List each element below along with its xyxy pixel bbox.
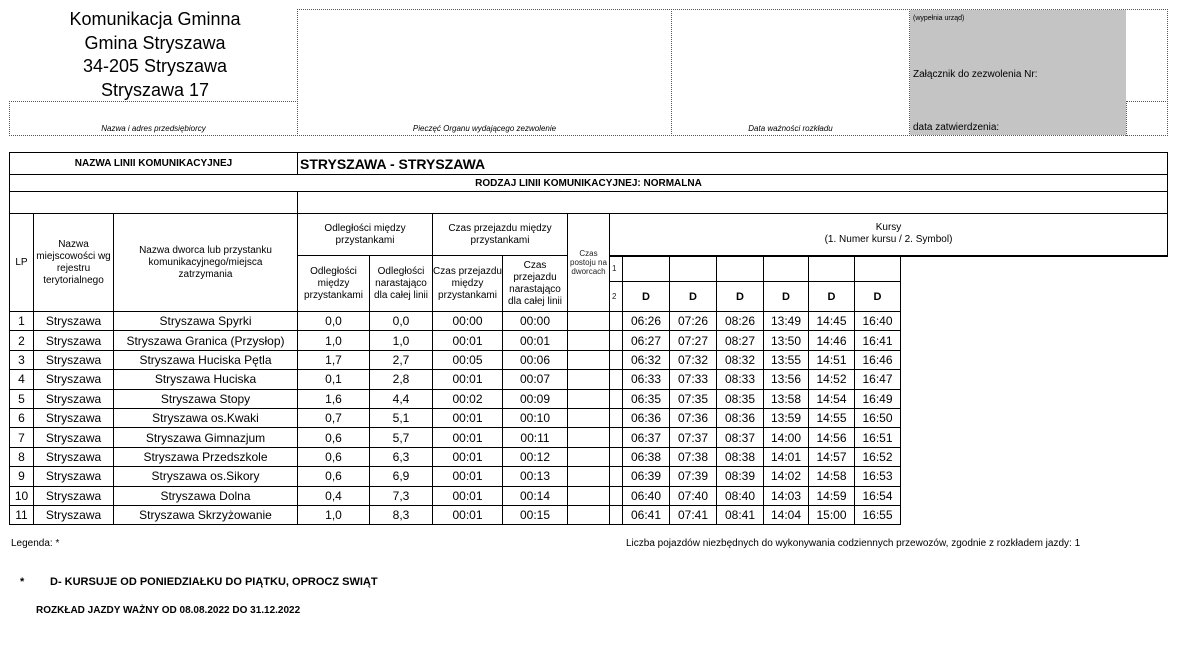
locality-cell: Stryszawa	[34, 486, 114, 505]
departure-time-cell: 08:32	[717, 350, 764, 369]
departure-time-cell: 06:39	[623, 467, 670, 486]
col-courses	[610, 214, 1168, 256]
col-distances: Odległości między przystankami	[298, 214, 433, 256]
lp-cell: 3	[10, 350, 34, 369]
departure-time-cell: 16:50	[855, 408, 901, 427]
stop-name-cell: Stryszawa Przedszkole	[114, 447, 298, 466]
blank-row-left	[10, 192, 298, 214]
travel-time-cell: 00:01	[433, 370, 503, 389]
company-line-3: 34-205 Stryszawa	[82, 56, 228, 76]
cumulative-time-cell: 00:11	[503, 428, 568, 447]
lp-cell: 2	[10, 331, 34, 350]
departure-time-cell: 16:52	[855, 447, 901, 466]
company-label: Nazwa i adres przedsiębiorcy	[101, 124, 206, 133]
departure-time-cell: 13:56	[764, 370, 809, 389]
stop-name-cell: Stryszawa Stopy	[114, 389, 298, 408]
departure-time-cell: 13:59	[764, 408, 809, 427]
stop-name-cell: Stryszawa Gimnazjum	[114, 428, 298, 447]
cumulative-distance-cell: 5,1	[370, 408, 433, 427]
table-row	[10, 370, 1168, 389]
table-row	[10, 447, 1168, 466]
course-symbol: D	[623, 282, 670, 312]
departure-time-cell: 07:33	[670, 370, 717, 389]
departure-time-cell: 14:59	[809, 486, 855, 505]
locality-cell: Stryszawa	[34, 408, 114, 427]
row-marker-cell	[610, 408, 623, 427]
travel-time-cell: 00:02	[433, 389, 503, 408]
departure-time-cell: 06:40	[623, 486, 670, 505]
col-dist-cumulative: Odległości narastająco dla całej linii	[370, 256, 433, 312]
departure-time-cell: 08:36	[717, 408, 764, 427]
departure-time-cell: 08:38	[717, 447, 764, 466]
departure-time-cell: 16:49	[855, 389, 901, 408]
cumulative-time-cell: 00:00	[503, 312, 568, 331]
locality-cell: Stryszawa	[34, 331, 114, 350]
table-row	[10, 312, 1168, 331]
lp-cell: 1	[10, 312, 34, 331]
company-line-4: Stryszawa 17	[100, 79, 210, 100]
departure-time-cell: 14:57	[809, 447, 855, 466]
departure-time-cell: 14:54	[809, 389, 855, 408]
stop-time-cell	[568, 408, 610, 427]
row-spacer	[901, 408, 1168, 427]
lp-cell: 9	[10, 467, 34, 486]
vehicles-count: Liczba pojazdów niezbędnych do wykonywania codziennych przewozów, zgodnie z rozkładem jazdy: 1	[626, 538, 1081, 549]
course-symbol: D	[764, 282, 809, 312]
lp-cell: 7	[10, 428, 34, 447]
stop-time-cell	[568, 447, 610, 466]
row-marker-cell	[610, 312, 623, 331]
cumulative-time-cell: 00:14	[503, 486, 568, 505]
table-row	[10, 467, 1168, 486]
departure-time-cell: 16:55	[855, 505, 901, 524]
table-row	[10, 331, 1168, 350]
row-spacer	[901, 389, 1168, 408]
lp-cell: 6	[10, 408, 34, 427]
departure-time-cell: 16:51	[855, 428, 901, 447]
row-marker-cell	[610, 467, 623, 486]
departure-time-cell: 06:36	[623, 408, 670, 427]
travel-time-cell: 00:01	[433, 505, 503, 524]
cumulative-distance-cell: 5,7	[370, 428, 433, 447]
course-number-row-label: 1	[610, 256, 623, 282]
cumulative-time-cell: 00:13	[503, 467, 568, 486]
course-number-cell	[764, 256, 809, 282]
travel-time-cell: 00:01	[433, 408, 503, 427]
departure-time-cell: 07:39	[670, 467, 717, 486]
distance-cell: 0,0	[298, 312, 370, 331]
departure-time-cell: 06:26	[623, 312, 670, 331]
stop-time-cell	[568, 331, 610, 350]
course-symbol: D	[855, 282, 901, 312]
course-number-cell	[855, 256, 901, 282]
stop-name-cell: Stryszawa Huciska	[114, 370, 298, 389]
stop-name-cell: Stryszawa Granica (Przysłop)	[114, 331, 298, 350]
stop-time-cell	[568, 389, 610, 408]
course-symbol-row-label: 2	[610, 282, 623, 312]
row-spacer	[901, 505, 1168, 524]
departure-time-cell: 13:50	[764, 331, 809, 350]
departure-time-cell: 13:58	[764, 389, 809, 408]
col-dist-between: Odległości między przystankami	[298, 256, 370, 312]
departure-time-cell: 06:35	[623, 389, 670, 408]
travel-time-cell: 00:01	[433, 486, 503, 505]
locality-cell: Stryszawa	[34, 370, 114, 389]
cumulative-time-cell: 00:12	[503, 447, 568, 466]
course-spacer	[901, 282, 1168, 312]
stamp-frame	[297, 9, 672, 136]
table-row	[10, 350, 1168, 369]
departure-time-cell: 07:37	[670, 428, 717, 447]
departure-time-cell: 07:38	[670, 447, 717, 466]
stop-time-cell	[568, 505, 610, 524]
stop-name-cell: Stryszawa Huciska Pętla	[114, 350, 298, 369]
timetable-body	[10, 312, 1168, 525]
cumulative-distance-cell: 7,3	[370, 486, 433, 505]
row-spacer	[901, 486, 1168, 505]
note-text: D- KURSUJE OD PONIEDZIAŁKU DO PIĄTKU, OPROCZ SWIĄT	[50, 576, 378, 588]
table-row	[10, 486, 1168, 505]
distance-cell: 0,6	[298, 447, 370, 466]
departure-time-cell: 16:41	[855, 331, 901, 350]
departure-time-cell: 07:27	[670, 331, 717, 350]
col-stop: Nazwa dworca lub przystanku komunikacyjnego/miejsca zatrzymania	[114, 214, 298, 312]
lp-cell: 8	[10, 447, 34, 466]
departure-time-cell: 16:46	[855, 350, 901, 369]
distance-cell: 0,6	[298, 467, 370, 486]
col-time-cumulative: Czas przejazdu narastająco dla całej linii	[503, 256, 568, 312]
departure-time-cell: 08:33	[717, 370, 764, 389]
stop-name-cell: Stryszawa os.Sikory	[114, 467, 298, 486]
stop-time-cell	[568, 467, 610, 486]
col-times: Czas przejazdu między przystankami	[433, 214, 568, 256]
distance-cell: 0,4	[298, 486, 370, 505]
office-note: (wypełnia urząd)	[913, 15, 965, 22]
col-locality: Nazwa miejscowości wg rejestru terytorialnego	[34, 214, 114, 312]
row-marker-cell	[610, 350, 623, 369]
cumulative-time-cell: 00:06	[503, 350, 568, 369]
table-row	[10, 505, 1168, 524]
row-marker-cell	[610, 331, 623, 350]
company-line-2: Gmina Stryszawa	[84, 32, 226, 53]
travel-time-cell: 00:01	[433, 331, 503, 350]
departure-time-cell: 08:27	[717, 331, 764, 350]
office-small-box	[1126, 101, 1168, 136]
col-lp: LP	[10, 214, 34, 312]
course-number-cell	[670, 256, 717, 282]
annex-label: Załącznik do zezwolenia Nr:	[913, 69, 1038, 80]
departure-time-cell: 15:00	[809, 505, 855, 524]
departure-time-cell: 14:46	[809, 331, 855, 350]
lp-cell: 5	[10, 389, 34, 408]
travel-time-cell: 00:01	[433, 467, 503, 486]
col-stop-time: Czas postoju na dworcach	[568, 214, 610, 312]
departure-time-cell: 16:54	[855, 486, 901, 505]
course-number-cell	[623, 256, 670, 282]
row-marker-cell	[610, 389, 623, 408]
validity-period: ROZKŁAD JAZDY WAŻNY OD 08.08.2022 DO 31.12.2022	[36, 605, 301, 616]
row-spacer	[901, 447, 1168, 466]
departure-time-cell: 07:36	[670, 408, 717, 427]
stop-time-cell	[568, 370, 610, 389]
cumulative-time-cell: 00:09	[503, 389, 568, 408]
cumulative-distance-cell: 1,0	[370, 331, 433, 350]
departure-time-cell: 07:40	[670, 486, 717, 505]
departure-time-cell: 06:37	[623, 428, 670, 447]
departure-time-cell: 14:51	[809, 350, 855, 369]
departure-time-cell: 14:04	[764, 505, 809, 524]
course-spacer	[901, 256, 1168, 282]
departure-time-cell: 07:26	[670, 312, 717, 331]
row-marker-cell	[610, 505, 623, 524]
locality-cell: Stryszawa	[34, 505, 114, 524]
travel-time-cell: 00:01	[433, 447, 503, 466]
stop-name-cell: Stryszawa Spyrki	[114, 312, 298, 331]
distance-cell: 0,7	[298, 408, 370, 427]
locality-cell: Stryszawa	[34, 467, 114, 486]
note-star: *	[20, 576, 25, 588]
departure-time-cell: 14:00	[764, 428, 809, 447]
departure-time-cell: 08:41	[717, 505, 764, 524]
locality-cell: Stryszawa	[34, 350, 114, 369]
cumulative-distance-cell: 6,3	[370, 447, 433, 466]
departure-time-cell: 08:39	[717, 467, 764, 486]
stop-time-cell	[568, 428, 610, 447]
cumulative-time-cell: 00:01	[503, 331, 568, 350]
departure-time-cell: 08:26	[717, 312, 764, 331]
departure-time-cell: 06:32	[623, 350, 670, 369]
distance-cell: 1,6	[298, 389, 370, 408]
cumulative-time-cell: 00:10	[503, 408, 568, 427]
row-spacer	[901, 350, 1168, 369]
blank-row-right	[298, 192, 1168, 214]
stop-time-cell	[568, 350, 610, 369]
legend: Legenda: *	[11, 538, 60, 549]
lp-cell: 11	[10, 505, 34, 524]
row-spacer	[901, 467, 1168, 486]
distance-cell: 1,0	[298, 331, 370, 350]
departure-time-cell: 14:45	[809, 312, 855, 331]
stamp-label: Pieczęć Organu wydającego zezwolenie	[412, 124, 557, 133]
departure-time-cell: 07:41	[670, 505, 717, 524]
departure-time-cell: 13:55	[764, 350, 809, 369]
departure-time-cell: 16:47	[855, 370, 901, 389]
cumulative-distance-cell: 4,4	[370, 389, 433, 408]
validity-label: Data ważności rozkładu	[748, 124, 833, 133]
departure-time-cell: 06:41	[623, 505, 670, 524]
course-symbol: D	[670, 282, 717, 312]
departure-time-cell: 08:35	[717, 389, 764, 408]
departure-time-cell: 16:40	[855, 312, 901, 331]
line-name-label: NAZWA LINII KOMUNIKACYJNEJ	[10, 153, 298, 175]
course-symbol: D	[717, 282, 764, 312]
company-line-1: Komunikacja Gminna	[69, 9, 241, 29]
locality-cell: Stryszawa	[34, 389, 114, 408]
locality-cell: Stryszawa	[34, 312, 114, 331]
cumulative-distance-cell: 2,8	[370, 370, 433, 389]
row-marker-cell	[610, 428, 623, 447]
company-block	[10, 8, 300, 102]
row-spacer	[901, 428, 1168, 447]
departure-time-cell: 14:02	[764, 467, 809, 486]
departure-time-cell: 14:52	[809, 370, 855, 389]
table-row	[10, 389, 1168, 408]
departure-time-cell: 14:58	[809, 467, 855, 486]
stop-name-cell: Stryszawa os.Kwaki	[114, 408, 298, 427]
cumulative-distance-cell: 2,7	[370, 350, 433, 369]
row-spacer	[901, 312, 1168, 331]
departure-time-cell: 06:33	[623, 370, 670, 389]
row-marker-cell	[610, 447, 623, 466]
travel-time-cell: 00:00	[433, 312, 503, 331]
courses-subtitle: (1. Numer kursu / 2. Symbol)	[824, 234, 953, 246]
lp-cell: 10	[10, 486, 34, 505]
cumulative-distance-cell: 0,0	[370, 312, 433, 331]
timetable	[9, 152, 1168, 525]
lp-cell: 4	[10, 370, 34, 389]
line-name: STRYSZAWA - STRYSZAWA	[298, 153, 1168, 175]
departure-time-cell: 08:40	[717, 486, 764, 505]
course-symbol: D	[809, 282, 855, 312]
locality-cell: Stryszawa	[34, 447, 114, 466]
line-type: RODZAJ LINII KOMUNIKACYJNEJ: NORMALNA	[10, 175, 1168, 192]
stop-time-cell	[568, 312, 610, 331]
departure-time-cell: 14:56	[809, 428, 855, 447]
cumulative-time-cell: 00:15	[503, 505, 568, 524]
courses-title: Kursy	[875, 222, 902, 234]
stop-time-cell	[568, 486, 610, 505]
distance-cell: 0,6	[298, 428, 370, 447]
departure-time-cell: 07:32	[670, 350, 717, 369]
departure-time-cell: 06:38	[623, 447, 670, 466]
departure-time-cell: 14:01	[764, 447, 809, 466]
row-marker-cell	[610, 370, 623, 389]
table-row	[10, 428, 1168, 447]
course-number-cell	[809, 256, 855, 282]
departure-time-cell: 06:27	[623, 331, 670, 350]
col-time-between: Czas przejazdu między przystankami	[433, 256, 503, 312]
departure-time-cell: 08:37	[717, 428, 764, 447]
departure-time-cell: 07:35	[670, 389, 717, 408]
distance-cell: 0,1	[298, 370, 370, 389]
cumulative-time-cell: 00:07	[503, 370, 568, 389]
table-row	[10, 408, 1168, 427]
approval-label: data zatwierdzenia:	[913, 122, 1000, 133]
cumulative-distance-cell: 6,9	[370, 467, 433, 486]
departure-time-cell: 13:49	[764, 312, 809, 331]
course-number-cell	[717, 256, 764, 282]
validity-frame	[671, 9, 910, 136]
cumulative-distance-cell: 8,3	[370, 505, 433, 524]
row-spacer	[901, 370, 1168, 389]
departure-time-cell: 14:03	[764, 486, 809, 505]
distance-cell: 1,7	[298, 350, 370, 369]
row-marker-cell	[610, 486, 623, 505]
travel-time-cell: 00:05	[433, 350, 503, 369]
locality-cell: Stryszawa	[34, 428, 114, 447]
departure-time-cell: 14:55	[809, 408, 855, 427]
row-spacer	[901, 331, 1168, 350]
departure-time-cell: 16:53	[855, 467, 901, 486]
stop-name-cell: Stryszawa Dolna	[114, 486, 298, 505]
travel-time-cell: 00:01	[433, 428, 503, 447]
stop-name-cell: Stryszawa Skrzyżowanie	[114, 505, 298, 524]
distance-cell: 1,0	[298, 505, 370, 524]
